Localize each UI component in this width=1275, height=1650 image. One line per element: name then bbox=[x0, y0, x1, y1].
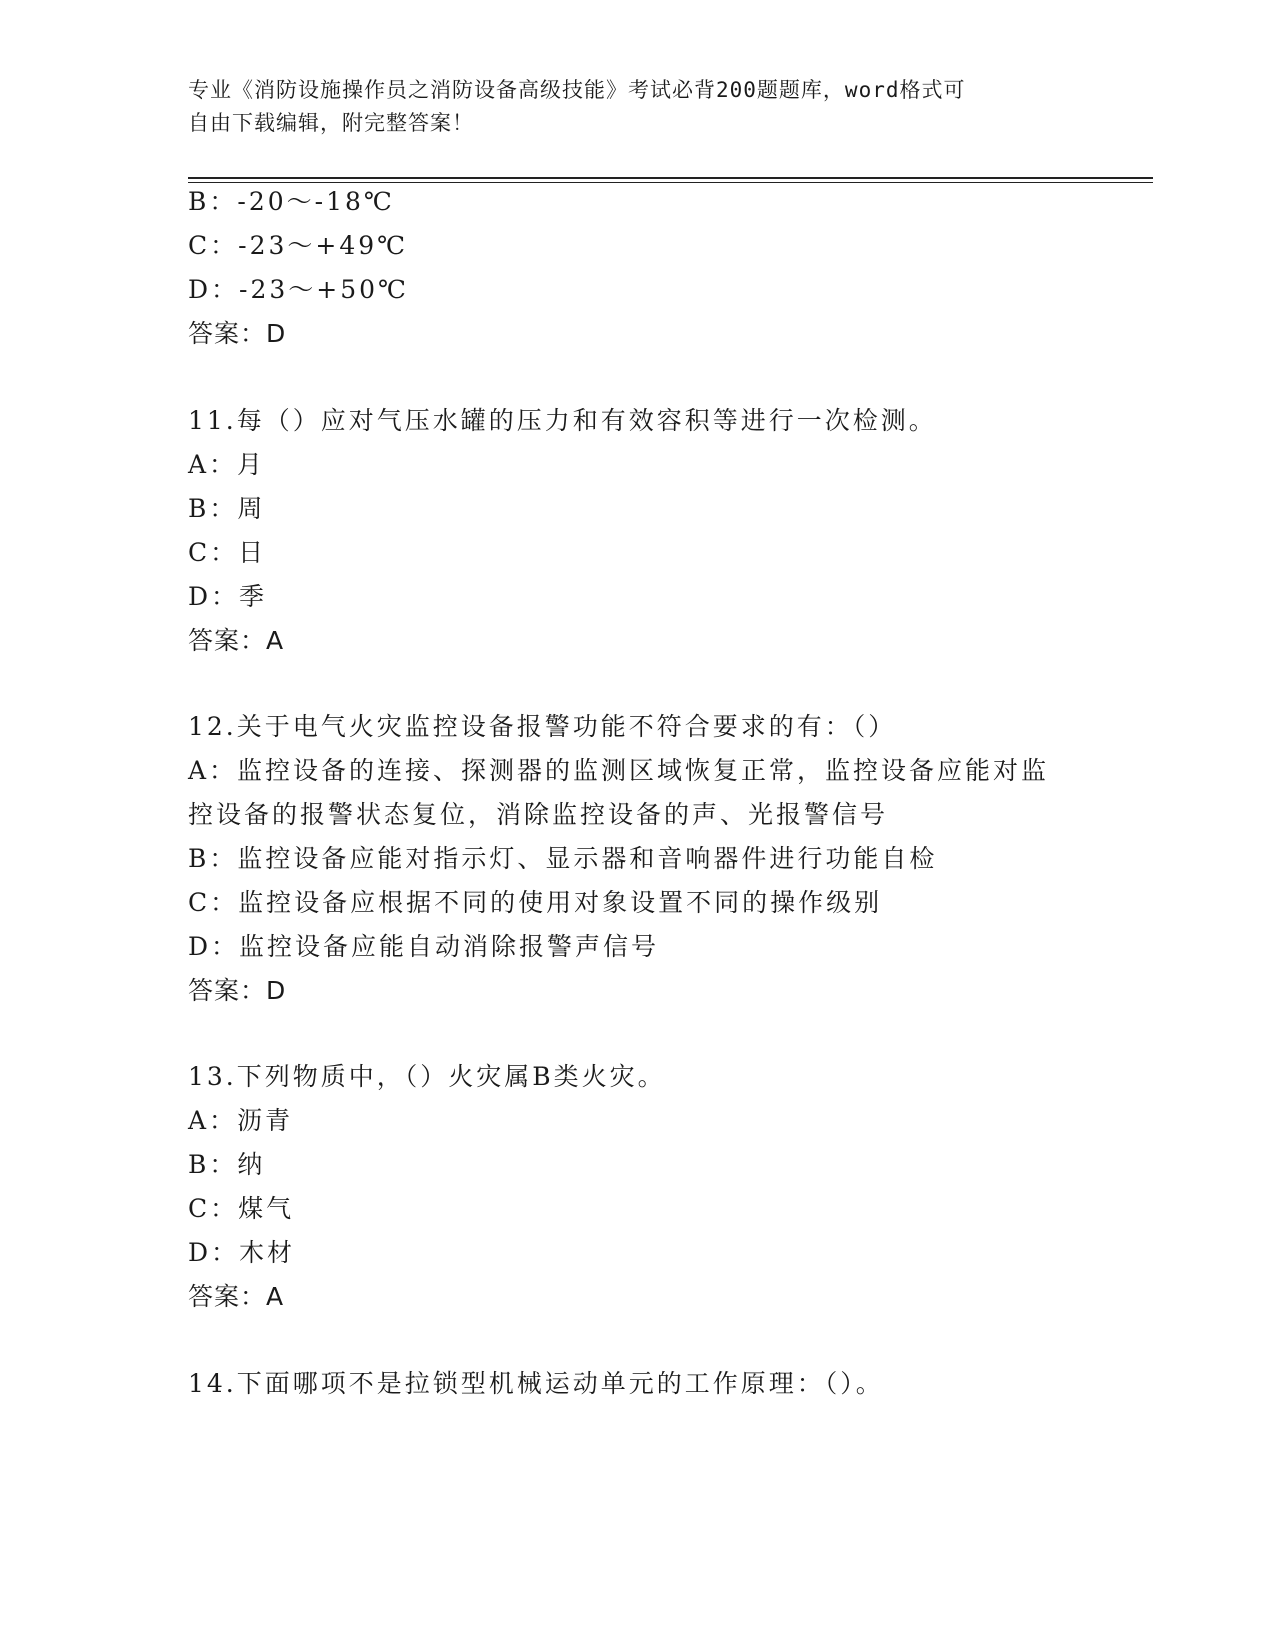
q11-option-d: D：季 bbox=[188, 582, 268, 611]
q12-option-a-line-2: 控设备的报警状态复位，消除监控设备的声、光报警信号 bbox=[188, 800, 889, 829]
q10-option-d: D：-23～+50℃ bbox=[188, 275, 410, 304]
header-line-1: 专业《消防设施操作员之消防设备高级技能》考试必背200题题库，word格式可 bbox=[188, 78, 966, 102]
q11-answer: 答案：A bbox=[188, 626, 285, 655]
document-header bbox=[188, 74, 1068, 140]
q12-option-d: D：监控设备应能自动消除报警声信号 bbox=[188, 932, 660, 961]
q13-question: 13.下列物质中，（）火灾属B类火灾。 bbox=[188, 1062, 666, 1091]
header-line-2: 自由下载编辑，附完整答案！ bbox=[188, 111, 474, 135]
q13-answer: 答案：A bbox=[188, 1282, 285, 1311]
q10-answer: 答案：D bbox=[188, 319, 287, 348]
header-divider-thin bbox=[188, 182, 1153, 183]
q11-option-b: B：周 bbox=[188, 494, 266, 523]
q13-option-b: B：纳 bbox=[188, 1150, 266, 1179]
q11-option-c: C：日 bbox=[188, 538, 267, 567]
header-divider-thick bbox=[188, 177, 1153, 179]
q10-option-c: C：-23～+49℃ bbox=[188, 231, 409, 260]
q13-option-c: C：煤气 bbox=[188, 1194, 295, 1223]
q12-option-a-line-1: A：监控设备的连接、探测器的监测区域恢复正常，监控设备应能对监 bbox=[188, 756, 1050, 785]
q10-option-b: B：-20～-18℃ bbox=[188, 187, 395, 216]
q13-option-a: A：沥青 bbox=[188, 1106, 294, 1135]
q12-answer: 答案：D bbox=[188, 976, 287, 1005]
q11-option-a: A：月 bbox=[188, 450, 266, 479]
q13-option-d: D：木材 bbox=[188, 1238, 296, 1267]
q14-question: 14.下面哪项不是拉锁型机械运动单元的工作原理：（）。 bbox=[188, 1369, 884, 1398]
q12-question: 12.关于电气火灾监控设备报警功能不符合要求的有：（） bbox=[188, 712, 897, 741]
q11-question: 11.每（）应对气压水罐的压力和有效容积等进行一次检测。 bbox=[188, 406, 937, 435]
q12-option-c: C：监控设备应根据不同的使用对象设置不同的操作级别 bbox=[188, 888, 883, 917]
q12-option-b: B：监控设备应能对指示灯、显示器和音响器件进行功能自检 bbox=[188, 844, 938, 873]
